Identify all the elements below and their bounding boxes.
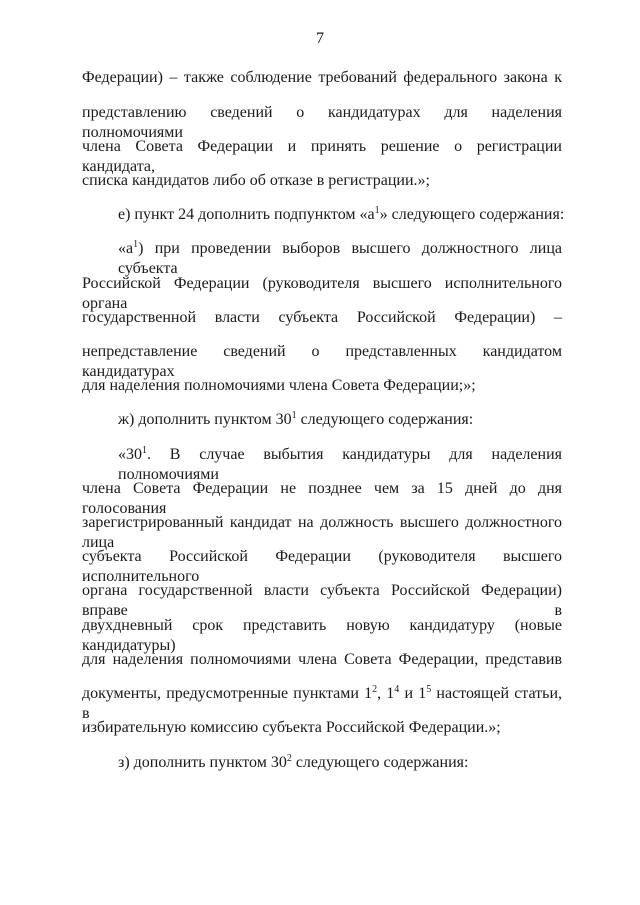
page-number: 7	[316, 30, 324, 47]
paragraph-line: «$30^1$. В случае выбытия кандидатуры для наделения полномочиями	[118, 445, 562, 483]
paragraph-line: государственной власти субъекта Российской Федерации) –	[82, 309, 562, 326]
paragraph-line: е) пункт 24 дополнить подпунктом «$а^1$» следующего содержания:	[118, 205, 565, 223]
paragraph-line: для наделения полномочиями члена Совета Федерации, представив	[82, 651, 562, 668]
paragraph-line: избирательную комиссию субъекта Российской Федерации.»;	[82, 719, 501, 736]
paragraph-line: зарегистрированный кандидат на должность высшего должностного лица	[82, 514, 562, 551]
paragraph-line: непредставление сведений о представленных кандидатом кандидатурах	[82, 343, 562, 380]
paragraph-line: з) дополнить пунктом $30^2$ следующего содержания:	[118, 753, 469, 771]
paragraph-line: субъекта Российской Федерации (руководителя высшего исполнительного	[82, 548, 562, 585]
paragraph-line: ж) дополнить пунктом $30^1$ следующего содержания:	[118, 410, 474, 428]
paragraph-line: «$а^1$) при проведении выборов высшего должностного лица субъекта	[118, 239, 562, 277]
paragraph-line: члена Совета Федерации не позднее чем за 15 дней до дня голосования	[82, 480, 562, 517]
paragraph-line: Федерации) – также соблюдение требований федерального закона к	[82, 69, 562, 86]
paragraph-line: для наделения полномочиями члена Совета Федерации;»;	[82, 377, 476, 394]
paragraph-line: списка кандидатов либо об отказе в регистрации.»;	[82, 172, 430, 189]
paragraph-line: Российской Федерации (руководителя высшего исполнительного органа	[82, 275, 562, 312]
paragraph-line: документы, предусмотренные пунктами $1^2$, $1^4$ и $1^5$ настоящей статьи, в	[82, 684, 563, 722]
paragraph-line: органа государственной власти субъекта Российской Федерации) вправе в	[82, 582, 562, 619]
paragraph-line: представлению сведений о кандидатурах для наделения полномочиями	[82, 104, 562, 141]
paragraph-line: члена Совета Федерации и принять решение о регистрации кандидата,	[82, 138, 562, 175]
paragraph-line: двухдневный срок представить новую кандидатуру (новые кандидатуры)	[82, 617, 562, 654]
